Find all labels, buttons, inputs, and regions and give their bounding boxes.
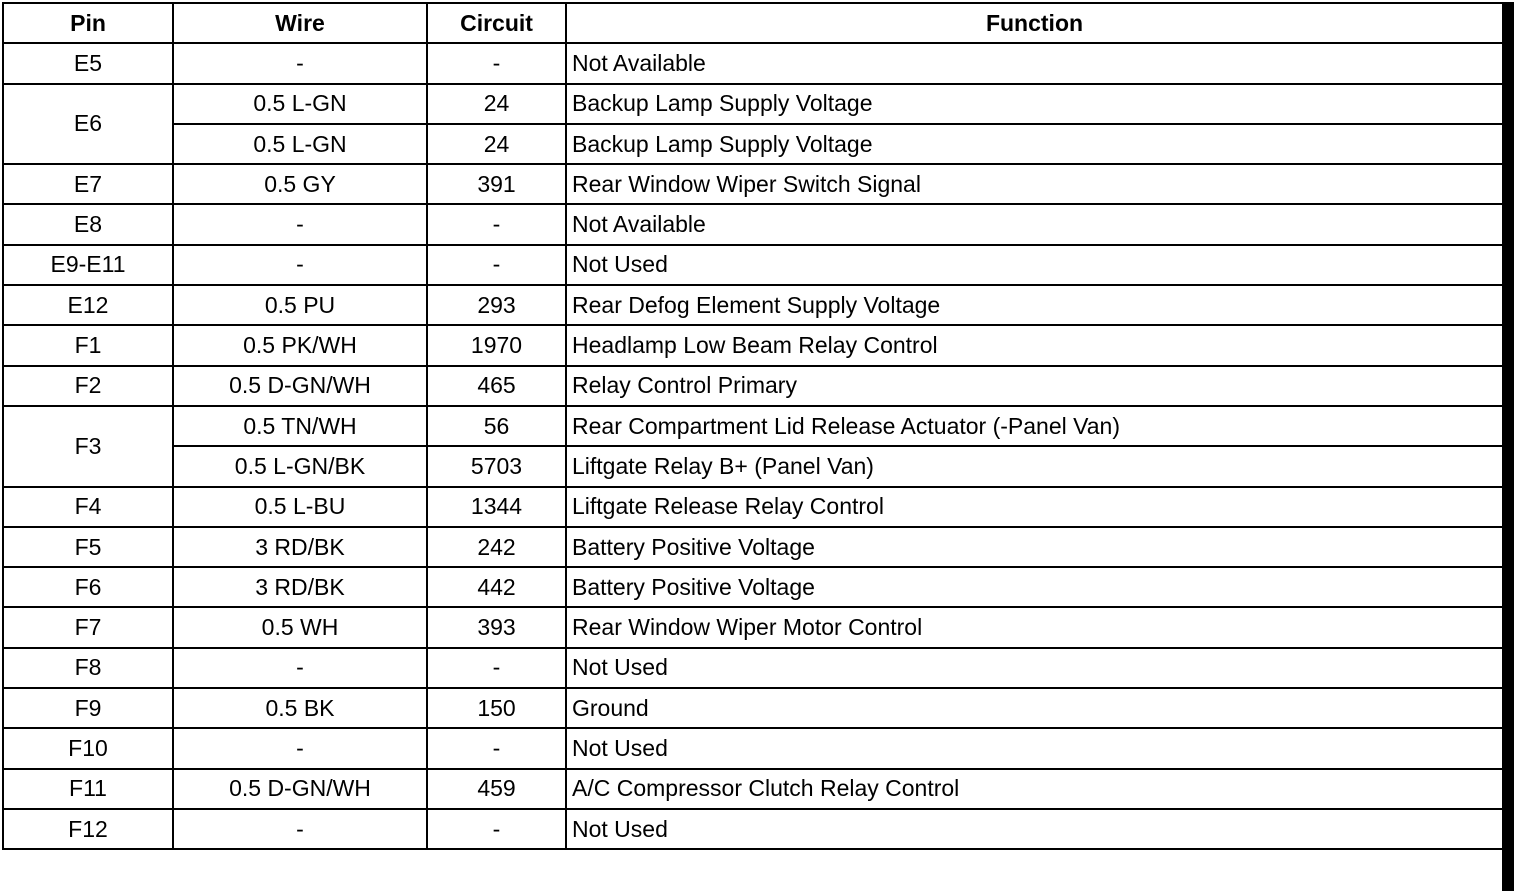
table-row [3,285,1503,325]
circuit-cell: 465 [427,366,566,406]
table-row [3,567,1503,607]
function-cell: Not Available [566,43,1503,83]
function-cell: Ground [566,688,1503,728]
function-cell: Backup Lamp Supply Voltage [566,84,1503,124]
wire-cell: 0.5 PU [173,285,427,325]
circuit-cell: 242 [427,527,566,567]
pin-cell: F1 [3,325,173,365]
header-row [3,3,1503,43]
circuit-cell: 442 [427,567,566,607]
pin-cell: F12 [3,809,173,849]
pin-cell: E5 [3,43,173,83]
pin-cell: E7 [3,164,173,204]
wire-cell: - [173,648,427,688]
table-row [3,406,1503,446]
circuit-cell: 293 [427,285,566,325]
circuit-cell: 1970 [427,325,566,365]
pin-cell: E8 [3,204,173,244]
function-cell: Rear Window Wiper Switch Signal [566,164,1503,204]
function-cell: Battery Positive Voltage [566,527,1503,567]
table-row [3,366,1503,406]
pin-cell: F6 [3,567,173,607]
wire-cell: 3 RD/BK [173,527,427,567]
circuit-cell: 1344 [427,487,566,527]
function-cell: Not Used [566,728,1503,768]
table-row [3,809,1503,849]
wire-cell: - [173,245,427,285]
wire-cell: 0.5 L-BU [173,487,427,527]
circuit-cell: 24 [427,84,566,124]
connector-pinout-table [2,2,1504,850]
table-row [3,204,1503,244]
pin-cell: E12 [3,285,173,325]
function-cell: Not Used [566,245,1503,285]
circuit-cell: 56 [427,406,566,446]
circuit-cell: - [427,648,566,688]
wire-cell: 0.5 D-GN/WH [173,769,427,809]
wire-cell: 0.5 TN/WH [173,406,427,446]
wire-cell: 0.5 GY [173,164,427,204]
wire-cell: 0.5 BK [173,688,427,728]
pin-cell: F7 [3,607,173,647]
pinout-sheet [2,2,1514,891]
table-body [3,43,1503,849]
function-cell: Backup Lamp Supply Voltage [566,124,1503,164]
pin-cell: F8 [3,648,173,688]
wire-cell: 3 RD/BK [173,567,427,607]
wire-cell: - [173,43,427,83]
wire-cell: 0.5 L-GN [173,124,427,164]
header-circuit: Circuit [427,3,566,43]
function-cell: Rear Window Wiper Motor Control [566,607,1503,647]
circuit-cell: 391 [427,164,566,204]
function-cell: Not Available [566,204,1503,244]
function-cell: Liftgate Relay B+ (Panel Van) [566,446,1503,486]
table-row [3,487,1503,527]
table-row [3,607,1503,647]
pin-cell: F4 [3,487,173,527]
circuit-cell: 150 [427,688,566,728]
circuit-cell: 459 [427,769,566,809]
table-row [3,124,1503,164]
circuit-cell: 24 [427,124,566,164]
table-row [3,728,1503,768]
wire-cell: 0.5 D-GN/WH [173,366,427,406]
function-cell: Liftgate Release Relay Control [566,487,1503,527]
function-cell: Rear Defog Element Supply Voltage [566,285,1503,325]
pin-cell: F5 [3,527,173,567]
pin-cell: F9 [3,688,173,728]
function-cell: Relay Control Primary [566,366,1503,406]
table-row [3,769,1503,809]
table-row [3,164,1503,204]
function-cell: A/C Compressor Clutch Relay Control [566,769,1503,809]
table-row [3,325,1503,365]
wire-cell: 0.5 L-GN [173,84,427,124]
function-cell: Headlamp Low Beam Relay Control [566,325,1503,365]
wire-cell: 0.5 WH [173,607,427,647]
pin-cell: E9-E11 [3,245,173,285]
wire-cell: - [173,728,427,768]
wire-cell: 0.5 L-GN/BK [173,446,427,486]
pin-cell: F3 [3,406,173,487]
wire-cell: - [173,204,427,244]
circuit-cell: - [427,204,566,244]
pin-cell: F2 [3,366,173,406]
table-row [3,43,1503,83]
pin-cell: F10 [3,728,173,768]
table-row [3,527,1503,567]
table-row [3,446,1503,486]
table-row [3,688,1503,728]
function-cell: Not Used [566,648,1503,688]
circuit-cell: - [427,43,566,83]
header-pin: Pin [3,3,173,43]
circuit-cell: 393 [427,607,566,647]
function-cell: Not Used [566,809,1503,849]
wire-cell: - [173,809,427,849]
function-cell: Battery Positive Voltage [566,567,1503,607]
table-row [3,245,1503,285]
circuit-cell: - [427,728,566,768]
circuit-cell: - [427,809,566,849]
pin-cell: E6 [3,84,173,165]
table-header [3,3,1503,43]
pin-cell: F11 [3,769,173,809]
circuit-cell: 5703 [427,446,566,486]
table-row [3,648,1503,688]
function-cell: Rear Compartment Lid Release Actuator (-Panel Van) [566,406,1503,446]
header-wire: Wire [173,3,427,43]
header-function: Function [566,3,1503,43]
table-row [3,84,1503,124]
circuit-cell: - [427,245,566,285]
wire-cell: 0.5 PK/WH [173,325,427,365]
